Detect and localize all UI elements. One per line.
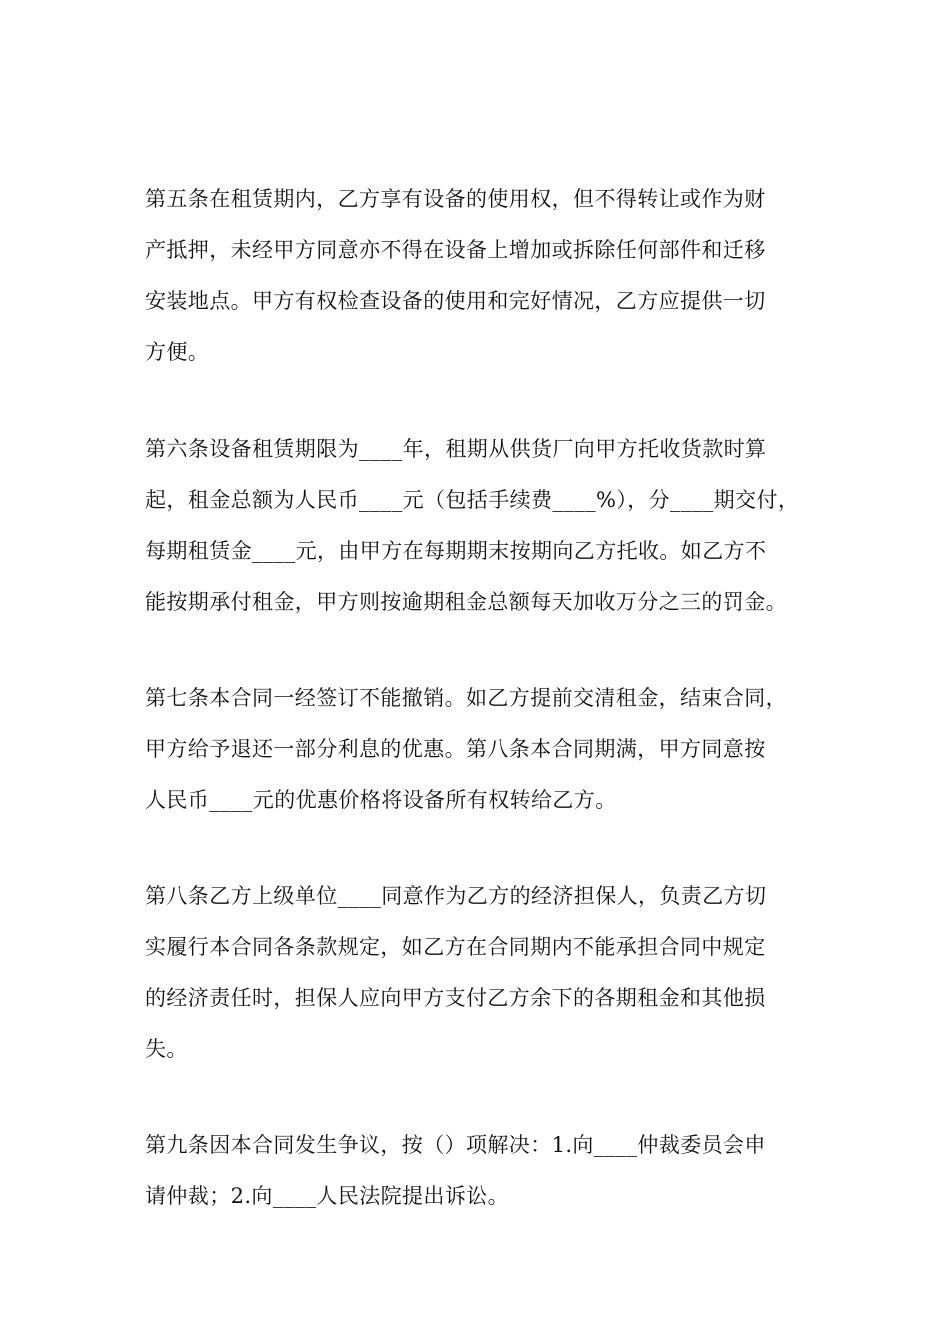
article-6-paragraph xyxy=(145,424,825,628)
article-7-paragraph xyxy=(145,673,825,826)
text-line: 第五条在租赁期内，乙方享有设备的使用权，但不得转让或作为财 xyxy=(145,187,766,211)
article-8-paragraph xyxy=(145,871,825,1075)
text-line: 起，租金总额为人民币____元（包括手续费____%），分____期交付， xyxy=(145,488,800,512)
text-line: 第九条因本合同发生争议，按（）项解决：1.向____仲裁委员会申 xyxy=(145,1133,766,1157)
text-line: 实履行本合同各条款规定，如乙方在合同期内不能承担合同中规定 xyxy=(145,935,766,959)
text-line: 甲方给予退还一部分利息的优惠。第八条本合同期满，甲方同意按 xyxy=(145,737,766,761)
text-line: 产抵押，未经甲方同意亦不得在设备上增加或拆除任何部件和迁移 xyxy=(145,238,766,262)
text-line: 失。 xyxy=(145,1037,188,1061)
text-line: 安装地点。甲方有权检查设备的使用和完好情况，乙方应提供一切 xyxy=(145,289,766,313)
text-line: 人民币____元的优惠价格将设备所有权转给乙方。 xyxy=(145,788,617,812)
article-5-paragraph xyxy=(145,174,825,378)
text-line: 第七条本合同一经签订不能撤销。如乙方提前交清租金，结束合同， xyxy=(145,686,787,710)
text-line: 第八条乙方上级单位____同意作为乙方的经济担保人，负责乙方切 xyxy=(145,884,767,908)
text-line: 每期租赁金____元，由甲方在每期期末按期向乙方托收。如乙方不 xyxy=(145,539,767,563)
text-line: 请仲裁；2.向____人民法院提出诉讼。 xyxy=(145,1184,510,1208)
text-line: 的经济责任时，担保人应向甲方支付乙方余下的各期租金和其他损 xyxy=(145,986,766,1010)
text-line: 能按期承付租金，甲方则按逾期租金总额每天加收万分之三的罚金。 xyxy=(145,590,787,614)
text-line: 第六条设备租赁期限为____年，租期从供货厂向甲方托收货款时算 xyxy=(145,437,767,461)
text-line: 方便。 xyxy=(145,340,210,364)
article-9-paragraph xyxy=(145,1120,825,1222)
